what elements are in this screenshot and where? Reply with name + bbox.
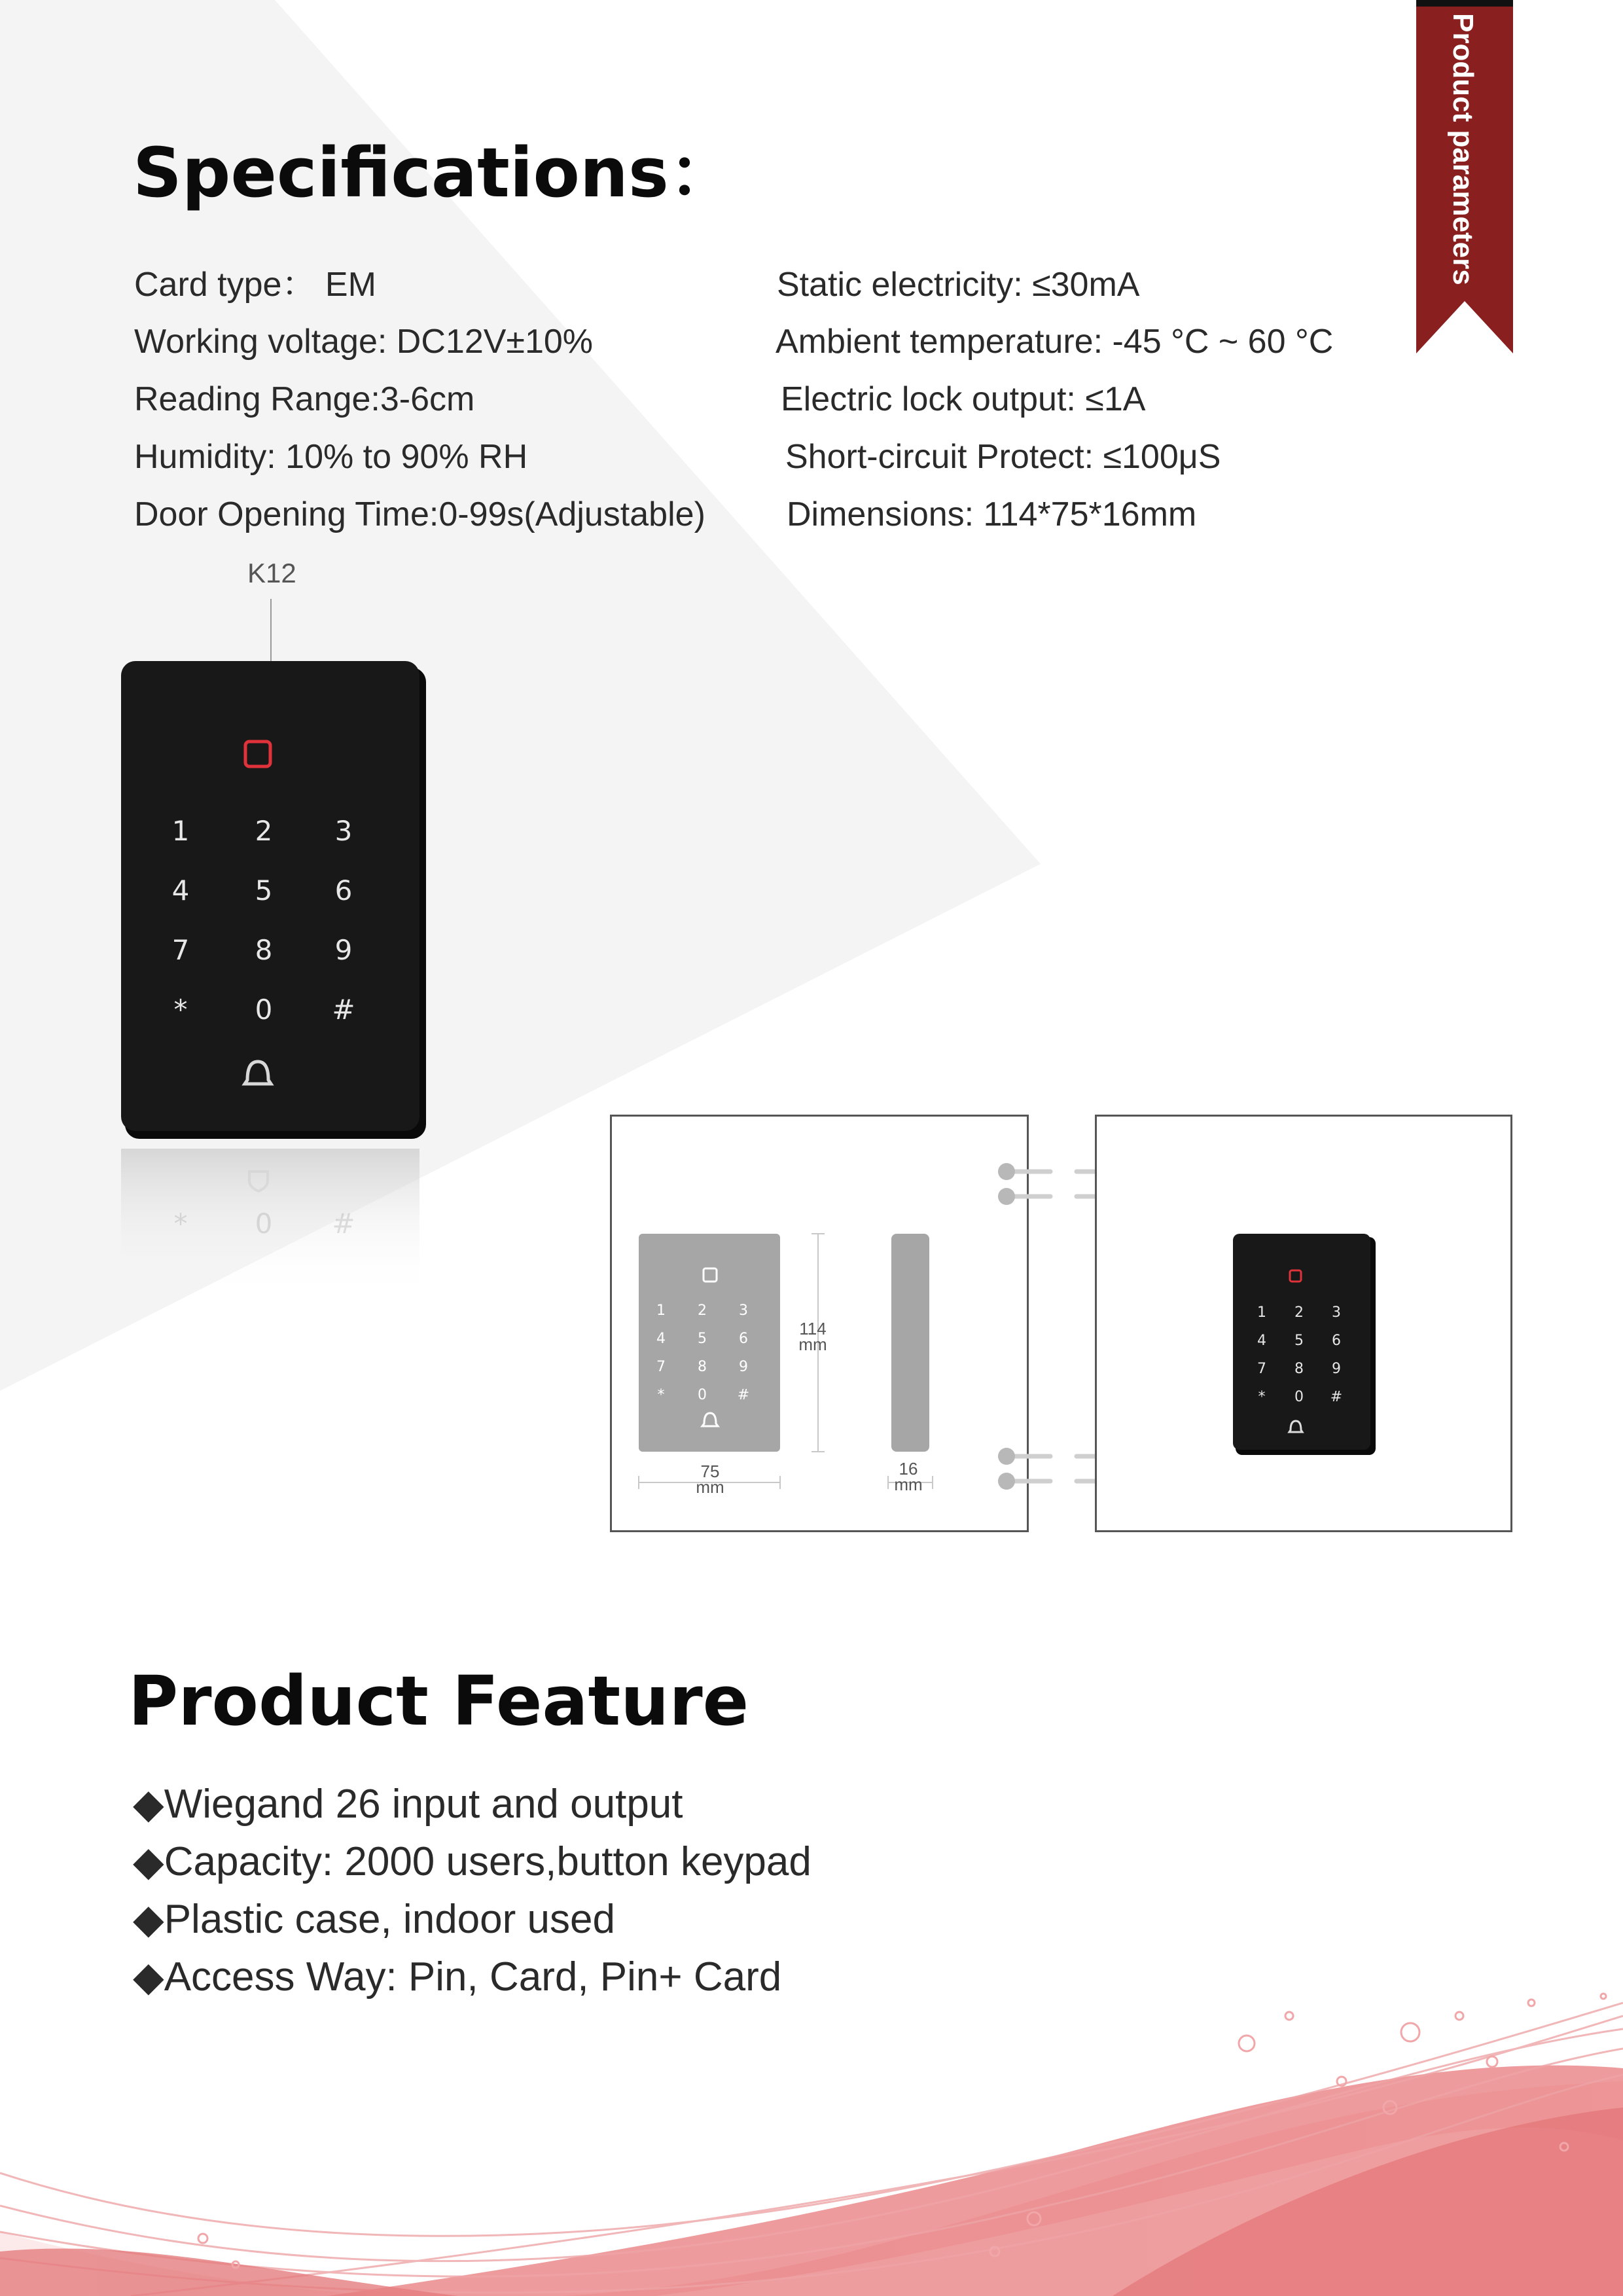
dim-key-1: 1 — [656, 1302, 666, 1319]
key-0: 0 — [255, 994, 273, 1026]
dim-key-7: 7 — [656, 1359, 666, 1375]
key-4: 4 — [171, 874, 190, 906]
decorative-wave — [0, 1977, 1623, 2296]
feature-item — [133, 1839, 812, 1885]
small-keypad-grid — [1249, 1304, 1366, 1417]
feature-title: Product Feature — [128, 1661, 749, 1741]
small-key-3: 3 — [1332, 1304, 1341, 1321]
small-key-6: 6 — [1332, 1333, 1341, 1349]
dim-key-4: 4 — [656, 1331, 666, 1347]
specifications-title: Specifications： — [133, 133, 737, 213]
reflection-key-0: 0 — [255, 1208, 273, 1240]
dimension-height-value: 114 — [799, 1319, 827, 1338]
small-key-8: 8 — [1294, 1361, 1304, 1377]
dim-key-hash: # — [737, 1387, 750, 1403]
key-3: 3 — [334, 815, 353, 847]
spec-short-circuit-protect: Short-circuit Protect: ≤100μS — [785, 438, 1221, 476]
key-8: 8 — [255, 934, 273, 966]
dim-key-2: 2 — [698, 1302, 707, 1319]
feature-bullet: ◆ — [133, 1897, 164, 1942]
spec-door-opening-time: Door Opening Time:0-99s(Adjustable) — [134, 495, 705, 533]
feature-item — [133, 1782, 683, 1827]
spec-ambient-temperature: Ambient temperature: -45 °C ~ 60 °C — [776, 323, 1334, 361]
key-star: * — [173, 994, 188, 1026]
key-9: 9 — [334, 934, 353, 966]
small-key-hash: # — [1330, 1389, 1343, 1405]
dim-key-0: 0 — [698, 1387, 707, 1403]
key-hash: # — [332, 994, 355, 1026]
reflection-key-star: * — [173, 1208, 188, 1240]
dim-key-5: 5 — [698, 1331, 707, 1347]
dim-key-8: 8 — [698, 1359, 707, 1375]
reflection-key-hash: # — [332, 1208, 355, 1240]
spec-working-voltage: Working voltage: DC12V±10% — [134, 323, 594, 361]
key-5: 5 — [255, 874, 273, 906]
feature-bullet: ◆ — [133, 1839, 164, 1884]
dimension-keypad-grid — [643, 1302, 760, 1415]
small-key-1: 1 — [1257, 1304, 1266, 1321]
small-key-9: 9 — [1332, 1361, 1341, 1377]
dimension-width — [690, 1463, 730, 1495]
keypad-reflection-keys — [154, 1208, 376, 1240]
ribbon-label: Product parameters — [1447, 13, 1479, 285]
small-key-star: * — [1258, 1389, 1266, 1405]
feature-item-text: Access Way: Pin, Card, Pin+ Card — [164, 1954, 782, 2000]
feature-bullet: ◆ — [133, 1954, 164, 2000]
dimension-depth-unit: mm — [894, 1475, 923, 1494]
spec-card-type: Card type： EM — [134, 266, 376, 304]
dimension-height-unit: mm — [798, 1335, 827, 1354]
dim-key-9: 9 — [739, 1359, 748, 1375]
spec-dimensions: Dimensions: 114*75*16mm — [787, 495, 1197, 533]
feature-bullet: ◆ — [133, 1782, 164, 1827]
dim-key-3: 3 — [739, 1302, 748, 1319]
model-leader-line — [270, 599, 272, 671]
spec-reading-range: Reading Range:3-6cm — [134, 380, 475, 418]
small-key-5: 5 — [1294, 1333, 1304, 1349]
dimension-width-value: 75 — [700, 1462, 720, 1481]
keypad-grid — [154, 815, 376, 1053]
model-label: K12 — [247, 558, 296, 588]
small-key-4: 4 — [1257, 1333, 1266, 1349]
spec-static-electricity: Static electricity: ≤30mA — [777, 266, 1140, 304]
key-2: 2 — [255, 815, 273, 847]
feature-item — [133, 1897, 615, 1943]
key-7: 7 — [171, 934, 190, 966]
dimension-width-unit: mm — [696, 1477, 724, 1497]
feature-item-text: Wiegand 26 input and output — [164, 1782, 683, 1827]
dim-key-6: 6 — [739, 1331, 748, 1347]
small-key-7: 7 — [1257, 1361, 1266, 1377]
feature-item-text: Capacity: 2000 users,button keypad — [164, 1839, 812, 1884]
small-key-2: 2 — [1294, 1304, 1304, 1321]
spec-humidity: Humidity: 10% to 90% RH — [134, 438, 528, 476]
feature-item-text: Plastic case, indoor used — [164, 1897, 615, 1942]
dimension-depth-value: 16 — [899, 1459, 918, 1479]
small-key-0: 0 — [1294, 1389, 1304, 1405]
dimension-depth — [889, 1461, 928, 1492]
dim-key-star: * — [657, 1387, 665, 1403]
dimension-height — [793, 1321, 832, 1352]
key-1: 1 — [171, 815, 190, 847]
spec-electric-lock-output: Electric lock output: ≤1A — [781, 380, 1146, 418]
key-6: 6 — [334, 874, 353, 906]
